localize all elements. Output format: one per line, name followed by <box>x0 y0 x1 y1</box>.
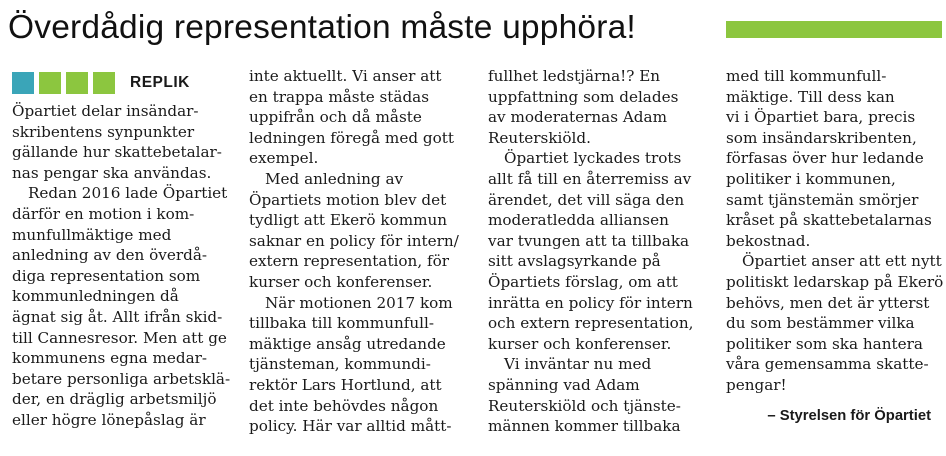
text-line: därför en motion i kom- <box>12 205 195 223</box>
byline: – Styrelsen för Öpartiet <box>767 407 931 424</box>
text-line: av moderaternas Adam <box>488 108 667 127</box>
accent-bar-fill <box>726 21 942 38</box>
text-line: rektör Lars Hortlund, att <box>249 376 442 394</box>
text-line: uppfattning som delades <box>488 87 679 106</box>
text-line: tjänsteman, kommundi- <box>249 355 431 374</box>
text-line: männen kommer tillbaka <box>488 417 681 436</box>
text-line: anledning av den överdå- <box>12 246 208 265</box>
text-line: nas pengar ska användas. <box>12 163 212 182</box>
text-line: När motionen 2017 kom <box>265 293 453 312</box>
text-line: gällande hur skattebetalar- <box>12 143 222 162</box>
text-line: Öpartiet delar insändar- <box>12 102 199 120</box>
text-line: politiker som ska hantera <box>726 334 923 353</box>
text-line: och extern representation, <box>488 314 694 333</box>
text-line: policy. Här var alltid mått- <box>249 417 452 436</box>
text-line: moderatledda alliansen <box>488 211 669 230</box>
headline-accent-bar <box>726 21 942 38</box>
text-line: förfasas över hur ledande <box>726 149 924 168</box>
text-line: kurser och konferenser. <box>249 273 433 291</box>
text-line: Med anledning av <box>265 170 404 188</box>
text-line: Vi inväntar nu med <box>504 355 652 374</box>
text-line: bekostnad. <box>726 231 811 250</box>
text-line: Öpartiet lyckades trots <box>504 149 682 168</box>
text-line: betare personliga arbetsklä- <box>12 369 231 388</box>
tag-label: REPLIK <box>130 74 190 91</box>
tag-square-green-1 <box>39 72 61 94</box>
text-line: tydligt att Ekerö kommun <box>249 211 448 230</box>
text-line: kommunledningen då <box>12 287 179 306</box>
text-line: exempel. <box>249 149 319 168</box>
text-line: kommunens egna medar- <box>12 349 208 368</box>
text-line: spänning vad Adam <box>488 376 640 394</box>
text-line: pengar! <box>726 376 787 394</box>
text-line: vi i Öpartiet bara, precis <box>726 108 916 127</box>
text-line: behövs, men det är ytterst <box>726 293 930 312</box>
text-line: som insändarskribenten, <box>726 128 917 147</box>
text-line: allt få till en återremiss av <box>488 170 692 188</box>
text-line: kråset på skattebetalarnas <box>726 211 932 230</box>
text-line: ärendet, det vill säga den <box>488 190 685 209</box>
text-line: med till kommunfull- <box>726 67 887 85</box>
text-line: var tvungen att ta tillbaka <box>488 231 690 250</box>
text-line: Reuterskiöld och tjänste- <box>488 396 681 415</box>
text-line: skribentens synpunkter <box>12 122 195 141</box>
text-line: extern representation, för <box>249 252 450 271</box>
text-line: Redan 2016 lade Öpartiet <box>28 184 228 203</box>
tag-square-green-2 <box>66 72 88 94</box>
text-line: Öpartiets motion blev det <box>249 190 447 209</box>
text-line: eller högre lönepåslag är <box>12 411 206 429</box>
article-headline: Överdådig representation måste upphöra! <box>8 9 636 46</box>
text-line: politiskt ledarskap på Ekerö <box>726 273 944 291</box>
text-line: sitt avslagsyrkande på <box>488 252 661 271</box>
text-line: en trappa måste städas <box>249 87 430 106</box>
text-line: du som bestämmer vilka <box>726 314 915 333</box>
tag-square-green-3 <box>93 72 115 94</box>
text-line: våra gemensamma skatte- <box>726 355 929 374</box>
text-line: mäktige. Till dess kan <box>726 87 895 106</box>
text-line: Reuterskiöld. <box>488 128 591 147</box>
text-line: saknar en policy för intern/ <box>249 231 459 250</box>
text-line: mäktige ansåg utredande <box>249 334 446 353</box>
text-line: ledningen föregå med gott <box>249 128 454 147</box>
text-line: inte aktuellt. Vi anser att <box>249 67 442 85</box>
text-line: munfullmäktige med <box>12 225 172 244</box>
text-line: Öpartiets förslag, om att <box>488 273 678 291</box>
text-line: uppifrån och då måste <box>249 108 422 127</box>
text-line: kurser och konferenser. <box>488 334 672 353</box>
text-line: samt tjänstemän smörjer <box>726 190 919 209</box>
text-line: politiker i kommunen, <box>726 170 896 188</box>
text-line: Öpartiet anser att ett nytt <box>742 252 942 271</box>
text-line: inrätta en policy för intern <box>488 293 693 312</box>
text-line: fullhet ledstjärna!? En <box>488 67 661 85</box>
text-line: ägnat sig åt. Allt ifrån skid- <box>12 308 223 326</box>
text-line: der, en dräglig arbetsmiljö <box>12 390 217 409</box>
text-line: tillbaka till kommunfull- <box>249 314 435 333</box>
text-line: det inte behövdes någon <box>249 396 439 415</box>
text-line: diga representation som <box>12 266 201 285</box>
text-line: till Cannesresor. Men att ge <box>12 328 227 347</box>
tag-square-teal <box>12 72 34 94</box>
